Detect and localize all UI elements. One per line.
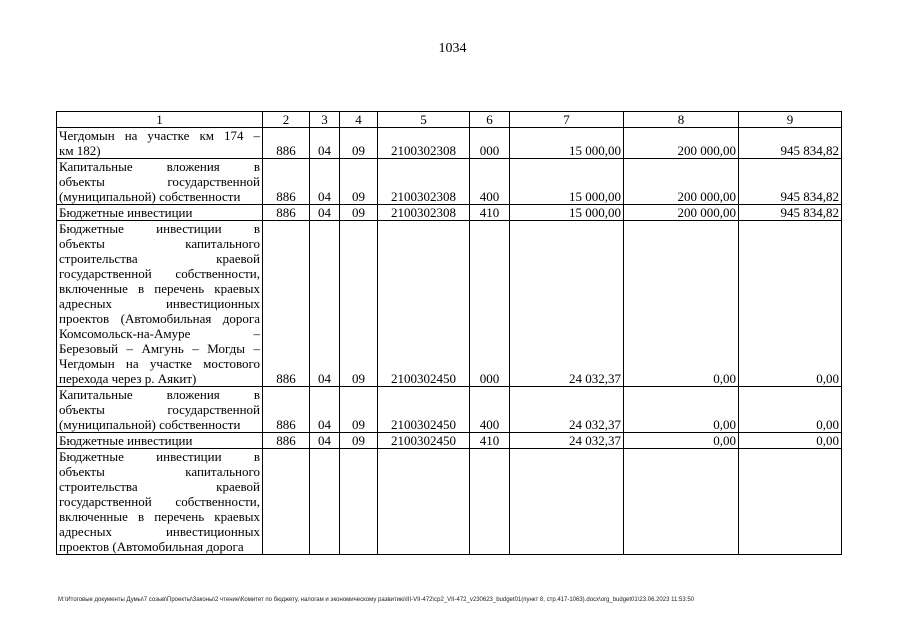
row-name-cell bbox=[57, 433, 263, 449]
cell-c2: 886 bbox=[263, 433, 310, 449]
row-name-line: включенные в перечень краевых bbox=[59, 281, 260, 296]
cell-c7: 15 000,00 bbox=[510, 205, 624, 221]
row-name-line: государственной собственности, bbox=[59, 266, 260, 281]
row-name-line: государственной собственности, bbox=[59, 494, 260, 509]
cell-c7 bbox=[510, 449, 624, 555]
row-name-cell bbox=[57, 159, 263, 205]
cell-c8: 0,00 bbox=[624, 433, 739, 449]
table-header-row bbox=[57, 112, 842, 128]
table-row bbox=[57, 449, 842, 555]
file-path-footer: M:\Итоговые документы Думы\7 созыв\Проекты\Законы\2 чтение\Комитет по бюджету, налогам и экономическому развитию\III-VII-472\cp2_VII-472_v230623_budget01(пункт 8, стр.417-1063).docx\org_budget01\23.06.2023 11:53:50 bbox=[58, 597, 694, 603]
row-name-line: объекты государственной bbox=[59, 402, 260, 417]
table-row bbox=[57, 159, 842, 205]
cell-c5: 2100302308 bbox=[378, 159, 470, 205]
cell-c3: 04 bbox=[310, 159, 340, 205]
cell-c9 bbox=[739, 449, 842, 555]
cell-c8: 0,00 bbox=[624, 221, 739, 387]
table-row bbox=[57, 387, 842, 433]
row-name-line: Капитальные вложения в bbox=[59, 159, 260, 174]
cell-c2: 886 bbox=[263, 205, 310, 221]
cell-c2: 886 bbox=[263, 159, 310, 205]
table-row bbox=[57, 221, 842, 387]
table-body bbox=[57, 128, 842, 555]
cell-c4: 09 bbox=[340, 221, 378, 387]
row-name-line: (муниципальной) собственности bbox=[59, 189, 241, 204]
row-name-line: объекты государственной bbox=[59, 174, 260, 189]
column-header-1: 1 bbox=[57, 112, 263, 128]
column-header-9: 9 bbox=[739, 112, 842, 128]
column-header-5: 5 bbox=[378, 112, 470, 128]
row-name-line: строительства краевой bbox=[59, 479, 260, 494]
row-name-line: Бюджетные инвестиции в bbox=[59, 449, 260, 464]
column-header-3: 3 bbox=[310, 112, 340, 128]
cell-c8: 200 000,00 bbox=[624, 128, 739, 159]
row-name-line: проектов (Автомобильная дорога bbox=[59, 311, 260, 326]
cell-c9: 0,00 bbox=[739, 221, 842, 387]
row-name-line: (муниципальной) собственности bbox=[59, 417, 241, 432]
table-row bbox=[57, 128, 842, 159]
row-name-line: проектов (Автомобильная дорога bbox=[59, 539, 244, 554]
cell-c2: 886 bbox=[263, 387, 310, 433]
cell-c5: 2100302308 bbox=[378, 205, 470, 221]
cell-c2 bbox=[263, 449, 310, 555]
row-name-line: перехода через р. Аякит) bbox=[59, 371, 197, 386]
cell-c3: 04 bbox=[310, 221, 340, 387]
cell-c6 bbox=[470, 449, 510, 555]
column-header-4: 4 bbox=[340, 112, 378, 128]
cell-c3: 04 bbox=[310, 433, 340, 449]
row-name-line: включенные в перечень краевых bbox=[59, 509, 260, 524]
cell-c8: 200 000,00 bbox=[624, 159, 739, 205]
cell-c8: 0,00 bbox=[624, 387, 739, 433]
cell-c4: 09 bbox=[340, 159, 378, 205]
row-name-cell bbox=[57, 128, 263, 159]
cell-c6: 410 bbox=[470, 205, 510, 221]
row-name-line: Комсомольск-на-Амуре – bbox=[59, 326, 260, 341]
cell-c9: 945 834,82 bbox=[739, 159, 842, 205]
row-name-line: адресных инвестиционных bbox=[59, 524, 260, 539]
cell-c9: 945 834,82 bbox=[739, 128, 842, 159]
cell-c4: 09 bbox=[340, 387, 378, 433]
cell-c5: 2100302308 bbox=[378, 128, 470, 159]
cell-c4: 09 bbox=[340, 433, 378, 449]
cell-c7: 15 000,00 bbox=[510, 159, 624, 205]
cell-c6: 000 bbox=[470, 128, 510, 159]
row-name-line: Бюджетные инвестиции bbox=[59, 433, 193, 448]
row-name-line: км 182) bbox=[59, 143, 101, 158]
cell-c7: 15 000,00 bbox=[510, 128, 624, 159]
cell-c8: 200 000,00 bbox=[624, 205, 739, 221]
cell-c9: 0,00 bbox=[739, 387, 842, 433]
cell-c3 bbox=[310, 449, 340, 555]
row-name-line: Чегдомын на участке км 174 – bbox=[59, 128, 260, 143]
cell-c9: 945 834,82 bbox=[739, 205, 842, 221]
cell-c3: 04 bbox=[310, 128, 340, 159]
row-name-line: объекты капитального bbox=[59, 236, 260, 251]
cell-c2: 886 bbox=[263, 221, 310, 387]
cell-c4: 09 bbox=[340, 128, 378, 159]
row-name-cell bbox=[57, 449, 263, 555]
table-row bbox=[57, 433, 842, 449]
row-name-line: объекты капитального bbox=[59, 464, 260, 479]
row-name-cell bbox=[57, 221, 263, 387]
row-name-line: Бюджетные инвестиции bbox=[59, 205, 193, 220]
cell-c9: 0,00 bbox=[739, 433, 842, 449]
cell-c5: 2100302450 bbox=[378, 387, 470, 433]
column-header-2: 2 bbox=[263, 112, 310, 128]
cell-c6: 400 bbox=[470, 159, 510, 205]
cell-c3: 04 bbox=[310, 205, 340, 221]
cell-c7: 24 032,37 bbox=[510, 433, 624, 449]
budget-table bbox=[56, 111, 842, 555]
table-row bbox=[57, 205, 842, 221]
cell-c4 bbox=[340, 449, 378, 555]
page-number: 1034 bbox=[438, 41, 467, 56]
cell-c7: 24 032,37 bbox=[510, 387, 624, 433]
row-name-cell bbox=[57, 205, 263, 221]
column-header-7: 7 bbox=[510, 112, 624, 128]
row-name-cell bbox=[57, 387, 263, 433]
cell-c6: 400 bbox=[470, 387, 510, 433]
cell-c5: 2100302450 bbox=[378, 221, 470, 387]
column-header-6: 6 bbox=[470, 112, 510, 128]
row-name-line: Березовый – Амгунь – Могды – bbox=[59, 341, 260, 356]
row-name-line: Бюджетные инвестиции в bbox=[59, 221, 260, 236]
row-name-line: Чегдомын на участке мостового bbox=[59, 356, 260, 371]
cell-c5 bbox=[378, 449, 470, 555]
row-name-line: адресных инвестиционных bbox=[59, 296, 260, 311]
cell-c4: 09 bbox=[340, 205, 378, 221]
cell-c6: 410 bbox=[470, 433, 510, 449]
row-name-line: строительства краевой bbox=[59, 251, 260, 266]
column-header-8: 8 bbox=[624, 112, 739, 128]
cell-c7: 24 032,37 bbox=[510, 221, 624, 387]
cell-c2: 886 bbox=[263, 128, 310, 159]
cell-c8 bbox=[624, 449, 739, 555]
cell-c5: 2100302450 bbox=[378, 433, 470, 449]
cell-c6: 000 bbox=[470, 221, 510, 387]
cell-c3: 04 bbox=[310, 387, 340, 433]
row-name-line: Капитальные вложения в bbox=[59, 387, 260, 402]
